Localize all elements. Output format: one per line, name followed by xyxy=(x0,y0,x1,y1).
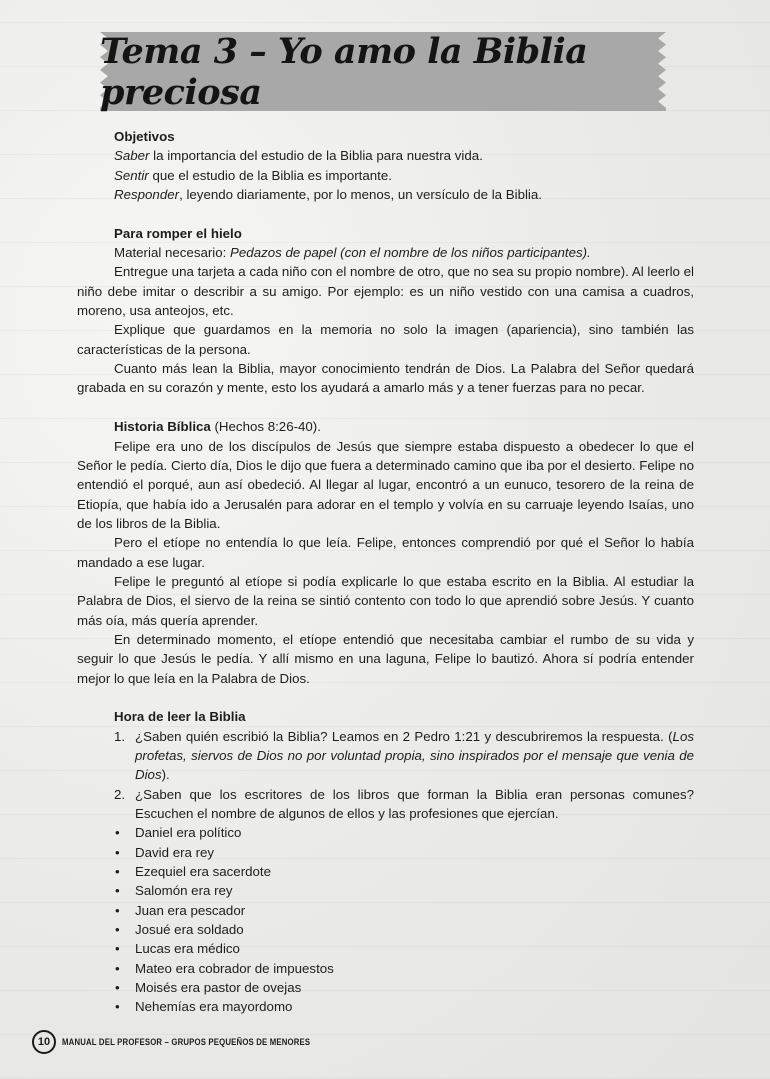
question-answer: Los profetas, siervos de Dios no por voluntad propia, sino inspirados por el mensaje que venia de Dios xyxy=(135,728,694,783)
objetivo-item xyxy=(77,185,694,204)
objetivo-verb: Sentir xyxy=(114,167,149,183)
writers-list xyxy=(77,823,694,1016)
hora-leer-heading: Hora de leer la Biblia xyxy=(114,709,246,725)
bullet-icon: • xyxy=(115,922,120,938)
list-item-text: Ezequiel era sacerdote xyxy=(135,864,272,880)
list-item-text: Juan era pescador xyxy=(135,902,246,918)
material-line xyxy=(77,243,694,262)
list-item xyxy=(77,978,694,997)
objetivo-verb: Responder xyxy=(114,187,180,203)
romper-hielo-heading: Para romper el hielo xyxy=(114,225,242,241)
section-gap xyxy=(77,398,694,417)
bullet-icon: • xyxy=(115,825,120,841)
footer-text: MANUAL DEL PROFESOR – GRUPOS PEQUEÑOS DE MENORES xyxy=(62,1036,311,1048)
objetivo-text: la importancia del estudio de la Biblia para nuestra vida. xyxy=(149,148,483,164)
bullet-icon: • xyxy=(115,980,120,996)
page-number: 10 xyxy=(32,1030,56,1054)
question-number: 1. xyxy=(114,728,126,744)
lesson-content xyxy=(77,127,694,1017)
historia-heading-line xyxy=(77,417,694,436)
list-item-text: David era rey xyxy=(135,844,215,860)
bullet-icon: • xyxy=(115,941,120,957)
question-text: ¿Saben quién escribió la Biblia? Leamos en 2 Pedro 1:21 y descubriremos la respuesta. ( xyxy=(135,728,673,744)
list-item-text: Nehemías era mayordomo xyxy=(135,999,293,1015)
page-title: Tema 3 – Yo amo la Biblia preciosa xyxy=(100,30,588,113)
objetivo-verb: Saber xyxy=(114,148,150,164)
question-item xyxy=(77,727,694,785)
paragraph: Felipe era uno de los discípulos de Jesús que siempre estaba dispuesto a obedecer lo que el Señor le pedía. Cierto día, Dios le dijo que fuera a determinado camino que iba por el desierto. Felipe no entendió el porqué, aun así obedeció. Al llegar al lugar, encontró a un eunuco, tesorero de la reina de Etiopía, que había ido a Jerusalén para adorar en el templo y volvía en su carruaje leyendo Isaías, uno de los libros de la Biblia. xyxy=(77,438,694,531)
objetivo-text: , leyendo diariamente, por lo menos, un versículo de la Biblia. xyxy=(179,187,542,203)
bullet-icon: • xyxy=(115,864,120,880)
list-item xyxy=(77,881,694,900)
bullet-icon: • xyxy=(115,960,120,976)
paragraph: Explique que guardamos en la memoria no solo la imagen (apariencia), sino también las características de la persona. xyxy=(77,322,694,357)
list-item-text: Lucas era médico xyxy=(135,941,240,957)
list-item-text: Moisés era pastor de ovejas xyxy=(135,980,302,996)
bullet-icon: • xyxy=(115,883,120,899)
section-gap xyxy=(77,204,694,223)
objetivo-item xyxy=(77,166,694,185)
list-item xyxy=(77,823,694,842)
paragraph: Felipe le preguntó al etíope si podía explicarle lo que estaba escrito en la Biblia. Al estudiar la Palabra de Dios, el siervo de la reina se sintió contento con todo lo que aprendió sobre Jesús. Y cuanto más oía, más quería aprender. xyxy=(77,573,694,628)
question-number: 2. xyxy=(114,786,126,802)
bullet-icon: • xyxy=(115,902,120,918)
bullet-icon: • xyxy=(115,999,120,1015)
list-item-text: Daniel era político xyxy=(135,825,242,841)
objetivos-heading: Objetivos xyxy=(114,129,175,144)
material-label: Material necesario: xyxy=(114,245,231,261)
question-end: ). xyxy=(161,767,170,783)
paragraph: Pero el etíope no entendía lo que leía. Felipe, entonces comprendió por qué el Señor lo había mandado a ese lugar. xyxy=(77,535,694,570)
list-item xyxy=(77,997,694,1016)
question-list xyxy=(77,727,694,824)
material-value: Pedazos de papel (con el nombre de los niños participantes). xyxy=(230,245,591,261)
bullet-icon: • xyxy=(115,844,120,860)
objetivo-item xyxy=(77,146,694,165)
list-item xyxy=(77,939,694,958)
objetivo-text: que el estudio de la Biblia es importante. xyxy=(148,167,392,183)
historia-heading: Historia Bíblica xyxy=(114,419,211,435)
paragraph: En determinado momento, el etíope entendió que necesitaba cambiar el rumbo de su vida y seguir lo que Jesús le pedía. Y allí mismo en una laguna, Felipe lo bautizó. Ahora sí podría entender mejor lo que leía en la Palabra de Dios. xyxy=(77,631,694,686)
question-item xyxy=(77,785,694,824)
section-gap xyxy=(77,688,694,707)
page-footer xyxy=(32,1030,365,1054)
list-item xyxy=(77,959,694,978)
list-item xyxy=(77,901,694,920)
list-item xyxy=(77,843,694,862)
list-item xyxy=(77,920,694,939)
list-item-text: Salomón era rey xyxy=(135,883,233,899)
paragraph: Cuanto más lean la Biblia, mayor conocimiento tendrán de Dios. La Palabra del Señor quedará grabada en su corazón y mente, esto los ayudará a amarlo más y a tener fuerzas para no pecar. xyxy=(77,361,694,396)
list-item xyxy=(77,862,694,881)
list-item-text: Mateo era cobrador de impuestos xyxy=(135,960,334,976)
list-item-text: Josué era soldado xyxy=(135,922,244,938)
paragraph: Entregue una tarjeta a cada niño con el nombre de otro, que no sea su propio nombre). Al leerlo el niño debe imitar o describir a su amigo. Por ejemplo: es un niño vestido con una camisa a cuadros, moreno, usa anteojos, etc. xyxy=(77,264,694,319)
historia-reference: (Hechos 8:26-40). xyxy=(210,419,321,435)
question-text: ¿Saben que los escritores de los libros que forman la Biblia eran personas comunes? Escuchen el nombre de algunos de ellos y las profesiones que ejercían. xyxy=(135,786,694,822)
